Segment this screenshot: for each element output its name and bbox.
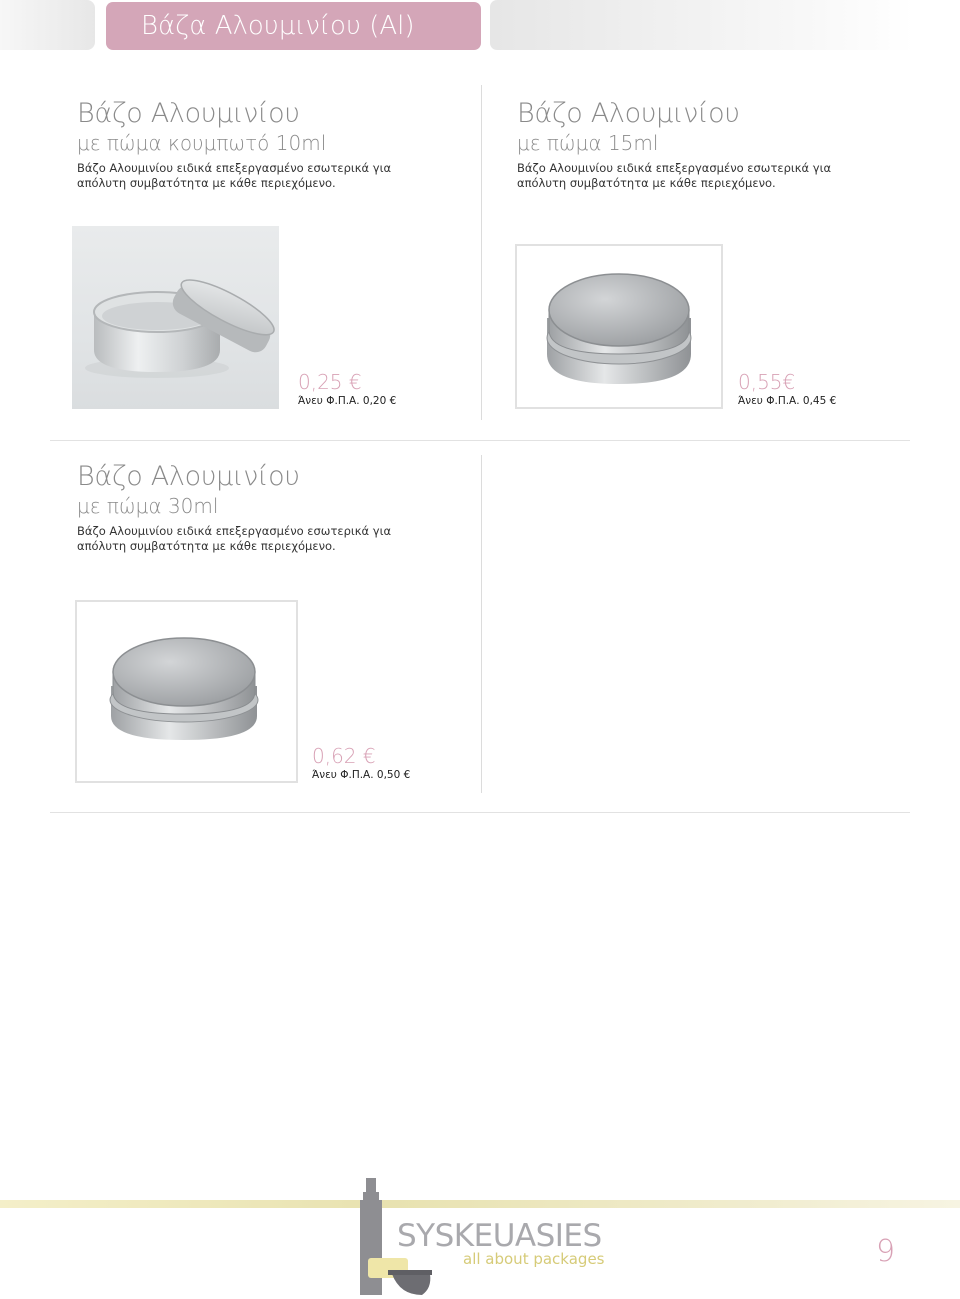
product-subtitle: με πώμα κουμπωτό 10ml bbox=[77, 131, 327, 155]
product-card-10ml bbox=[77, 98, 407, 191]
product-card-30ml bbox=[77, 461, 407, 554]
column-divider-top bbox=[481, 85, 482, 420]
product-card-15ml bbox=[517, 98, 847, 191]
aluminium-jar-closed-icon bbox=[77, 602, 296, 781]
price-block-15ml bbox=[738, 370, 836, 407]
footer-band bbox=[0, 1200, 960, 1208]
brand-tagline: all about packages bbox=[463, 1250, 605, 1268]
row-divider-top bbox=[50, 440, 910, 441]
product-subtitle: με πώμα 30ml bbox=[77, 494, 219, 518]
page-number: 9 bbox=[876, 1234, 896, 1269]
price-without-vat: Άνευ Φ.Π.Α. 0,20 € bbox=[298, 395, 397, 407]
product-description: Βάζο Αλουμινίου ειδικά επεξεργασμένο εσωτερικά για απόλυτη συμβατότητα με κάθε περιεχόμενο. bbox=[77, 161, 392, 190]
price-block-10ml bbox=[298, 370, 396, 407]
product-photo-10ml bbox=[72, 226, 279, 409]
row-divider-bottom bbox=[50, 812, 910, 813]
price: 0,62 € bbox=[312, 744, 376, 768]
page-title: Βάζα Αλουμινίου (Al) bbox=[106, 2, 481, 50]
price-block-30ml bbox=[312, 744, 410, 781]
price-without-vat: Άνευ Φ.Π.Α. 0,45 € bbox=[738, 395, 837, 407]
product-description: Βάζο Αλουμινίου ειδικά επεξεργασμένο εσωτερικά για απόλυτη συμβατότητα με κάθε περιεχόμενο. bbox=[77, 524, 392, 553]
price-without-vat: Άνευ Φ.Π.Α. 0,50 € bbox=[312, 769, 411, 781]
column-divider-bottom bbox=[481, 455, 482, 793]
product-description: Βάζο Αλουμινίου ειδικά επεξεργασμένο εσωτερικά για απόλυτη συμβατότητα με κάθε περιεχόμενο. bbox=[517, 161, 832, 190]
price: 0,25 € bbox=[298, 370, 362, 394]
price: 0,55€ bbox=[738, 370, 796, 394]
header-left-tab bbox=[0, 0, 95, 50]
product-title: Βάζο Αλουμινίου bbox=[77, 98, 300, 129]
product-photo-15ml bbox=[515, 244, 723, 409]
aluminium-jar-open-icon bbox=[72, 226, 279, 409]
brand-name: SYSKEUASIES bbox=[397, 1218, 602, 1254]
product-title: Βάζο Αλουμινίου bbox=[517, 98, 740, 129]
product-subtitle: με πώμα 15ml bbox=[517, 131, 659, 155]
product-photo-30ml bbox=[75, 600, 298, 783]
aluminium-jar-closed-icon bbox=[517, 246, 721, 407]
product-title: Βάζο Αλουμινίου bbox=[77, 461, 300, 492]
header-right-tab bbox=[490, 0, 915, 50]
